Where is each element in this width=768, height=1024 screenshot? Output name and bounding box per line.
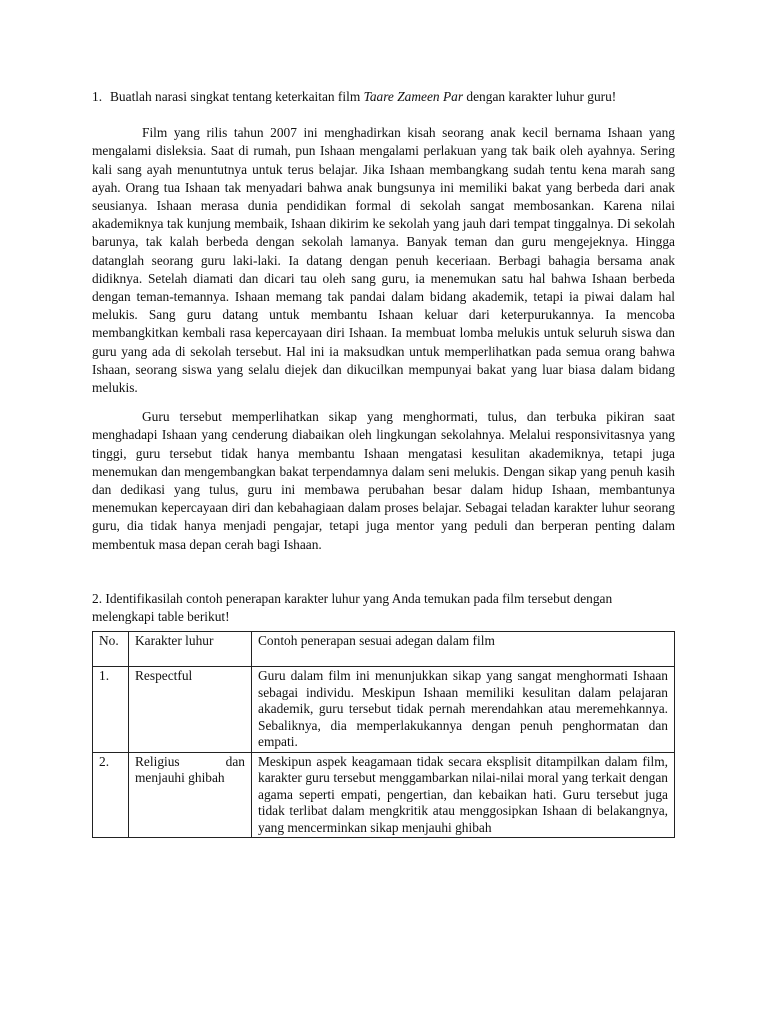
header-no: No. bbox=[93, 632, 129, 667]
table-header-row bbox=[93, 632, 675, 667]
header-contoh: Contoh penerapan sesuai adegan dalam film bbox=[252, 632, 675, 667]
question-1-number: 1. bbox=[92, 89, 103, 104]
row-1-karakter: Respectful bbox=[129, 667, 252, 753]
header-karakter: Karakter luhur bbox=[129, 632, 252, 667]
question-1 bbox=[92, 88, 675, 106]
question-1-text-after: dengan karakter luhur guru! bbox=[463, 89, 617, 104]
character-table bbox=[92, 631, 675, 838]
row-2-karakter: Religius dan menjauhi ghibah bbox=[129, 752, 252, 838]
film-title: Taare Zameen Par bbox=[363, 89, 464, 104]
narrative-paragraph-2: Guru tersebut memperlihatkan sikap yang menghormati, tulus, dan terbuka pikiran saat menghadapi Ishaan yang cenderung diabaikan oleh lingkungan sekolahnya. Melalui responsivitasnya yang tinggi, guru tersebut tidak hanya membantu Ishaan mengatasi kesulitan akademiknya, tetapi juga menemukan dan mengembangkan bakat terpendamnya dalam seni melukis. Dengan sikap yang penuh kasih dan dedikasi yang tulus, guru ini membawa perubahan besar dalam hidup Ishaan, membantunya menemukan kepercayaan diri dan kebahagiaan dalam proses belajar. Sebagai teladan karakter luhur seorang guru, dia tidak hanya menjadi pengajar, tetapi juga mentor yang peduli dan berperan penting dalam membentuk masa depan cerah bagi Ishaan. bbox=[92, 409, 675, 552]
document-page bbox=[92, 88, 675, 838]
row-1-contoh: Guru dalam film ini menunjukkan sikap yang sangat menghormati Ishaan sebagai individu. Meskipun Ishaan memiliki kesulitan dalam pelajaran akademik, guru tersebut tidak pernah merendahkan atau meremehkannya. Sebaliknya, dia memperlakukannya dengan penuh penghormatan dan empati. bbox=[252, 667, 675, 753]
narrative-paragraph-1: Film yang rilis tahun 2007 ini menghadirkan kisah seorang anak kecil bernama Ishaan yang mengalami disleksia. Saat di rumah, pun Ishaan mengalami perlakuan yang tak baik oleh ayahnya. Sering kali sang ayah menuntutnya untuk terus belajar. Jika Ishaan membangkang sudah tentu kena marah sang ayah. Orang tua Ishaan tak menyadari bahwa anak bungsunya ini memiliki bakat yang berbeda dari anak seusianya. Ishaan merasa dunia pendidikan formal di sekolah sangat membosankan. Karena nilai akademiknya tak kunjung membaik, Ishaan dikirim ke sekolah yang jauh dari tempat tinggalnya. Di sekolah barunya, tak kalah berbeda dengan sekolah lamanya. Banyak teman dan guru mengejeknya. Hingga datanglah seorang guru laki-laki. Ia datang dengan penuh keceriaan. Berbagi bahagia bersama anak didiknya. Setelah diamati dan dicari tau oleh sang guru, ia menemukan satu hal bahwa Ishaan berbeda dengan teman-temannya. Ishaan memang tak pandai dalam bidang akademik, tetapi ia piwai dalam hal melukis. Sang guru datang untuk membantu Ishaan keluar dari keterpurukannya. Ia mencoba membangkitkan kembali rasa kepercayaan diri Ishaan. Ia membuat lomba melukis untuk seluruh siswa dan guru yang ada di sekolah tersebut. Hal ini ia maksudkan untuk memperlihatkan pada semua orang bahwa Ishaan, seorang siswa yang selalu diejek dan dikucilkan mempunyai bakat yang luar biasa dalam bidang melukis. bbox=[92, 125, 675, 396]
row-2-no: 2. bbox=[93, 752, 129, 838]
row-1-no: 1. bbox=[93, 667, 129, 753]
table-row bbox=[93, 752, 675, 838]
row-2-contoh: Meskipun aspek keagamaan tidak secara eksplisit ditampilkan dalam film, karakter guru tersebut menggambarkan nilai-nilai moral yang terkait dengan agama seperti empati, pengertian, dan kebaikan hati. Guru tersebut juga tidak terlibat dalam mengkritik atau menggosipkan Ishaan di belakangnya, yang mencerminkan sikap menjauhi ghibah bbox=[252, 752, 675, 838]
table-row bbox=[93, 667, 675, 753]
question-2: 2. Identifikasilah contoh penerapan karakter luhur yang Anda temukan pada film tersebut dengan melengkapi table berikut! bbox=[92, 590, 613, 625]
question-1-text-before: Buatlah narasi singkat tentang keterkaitan film bbox=[110, 89, 364, 104]
